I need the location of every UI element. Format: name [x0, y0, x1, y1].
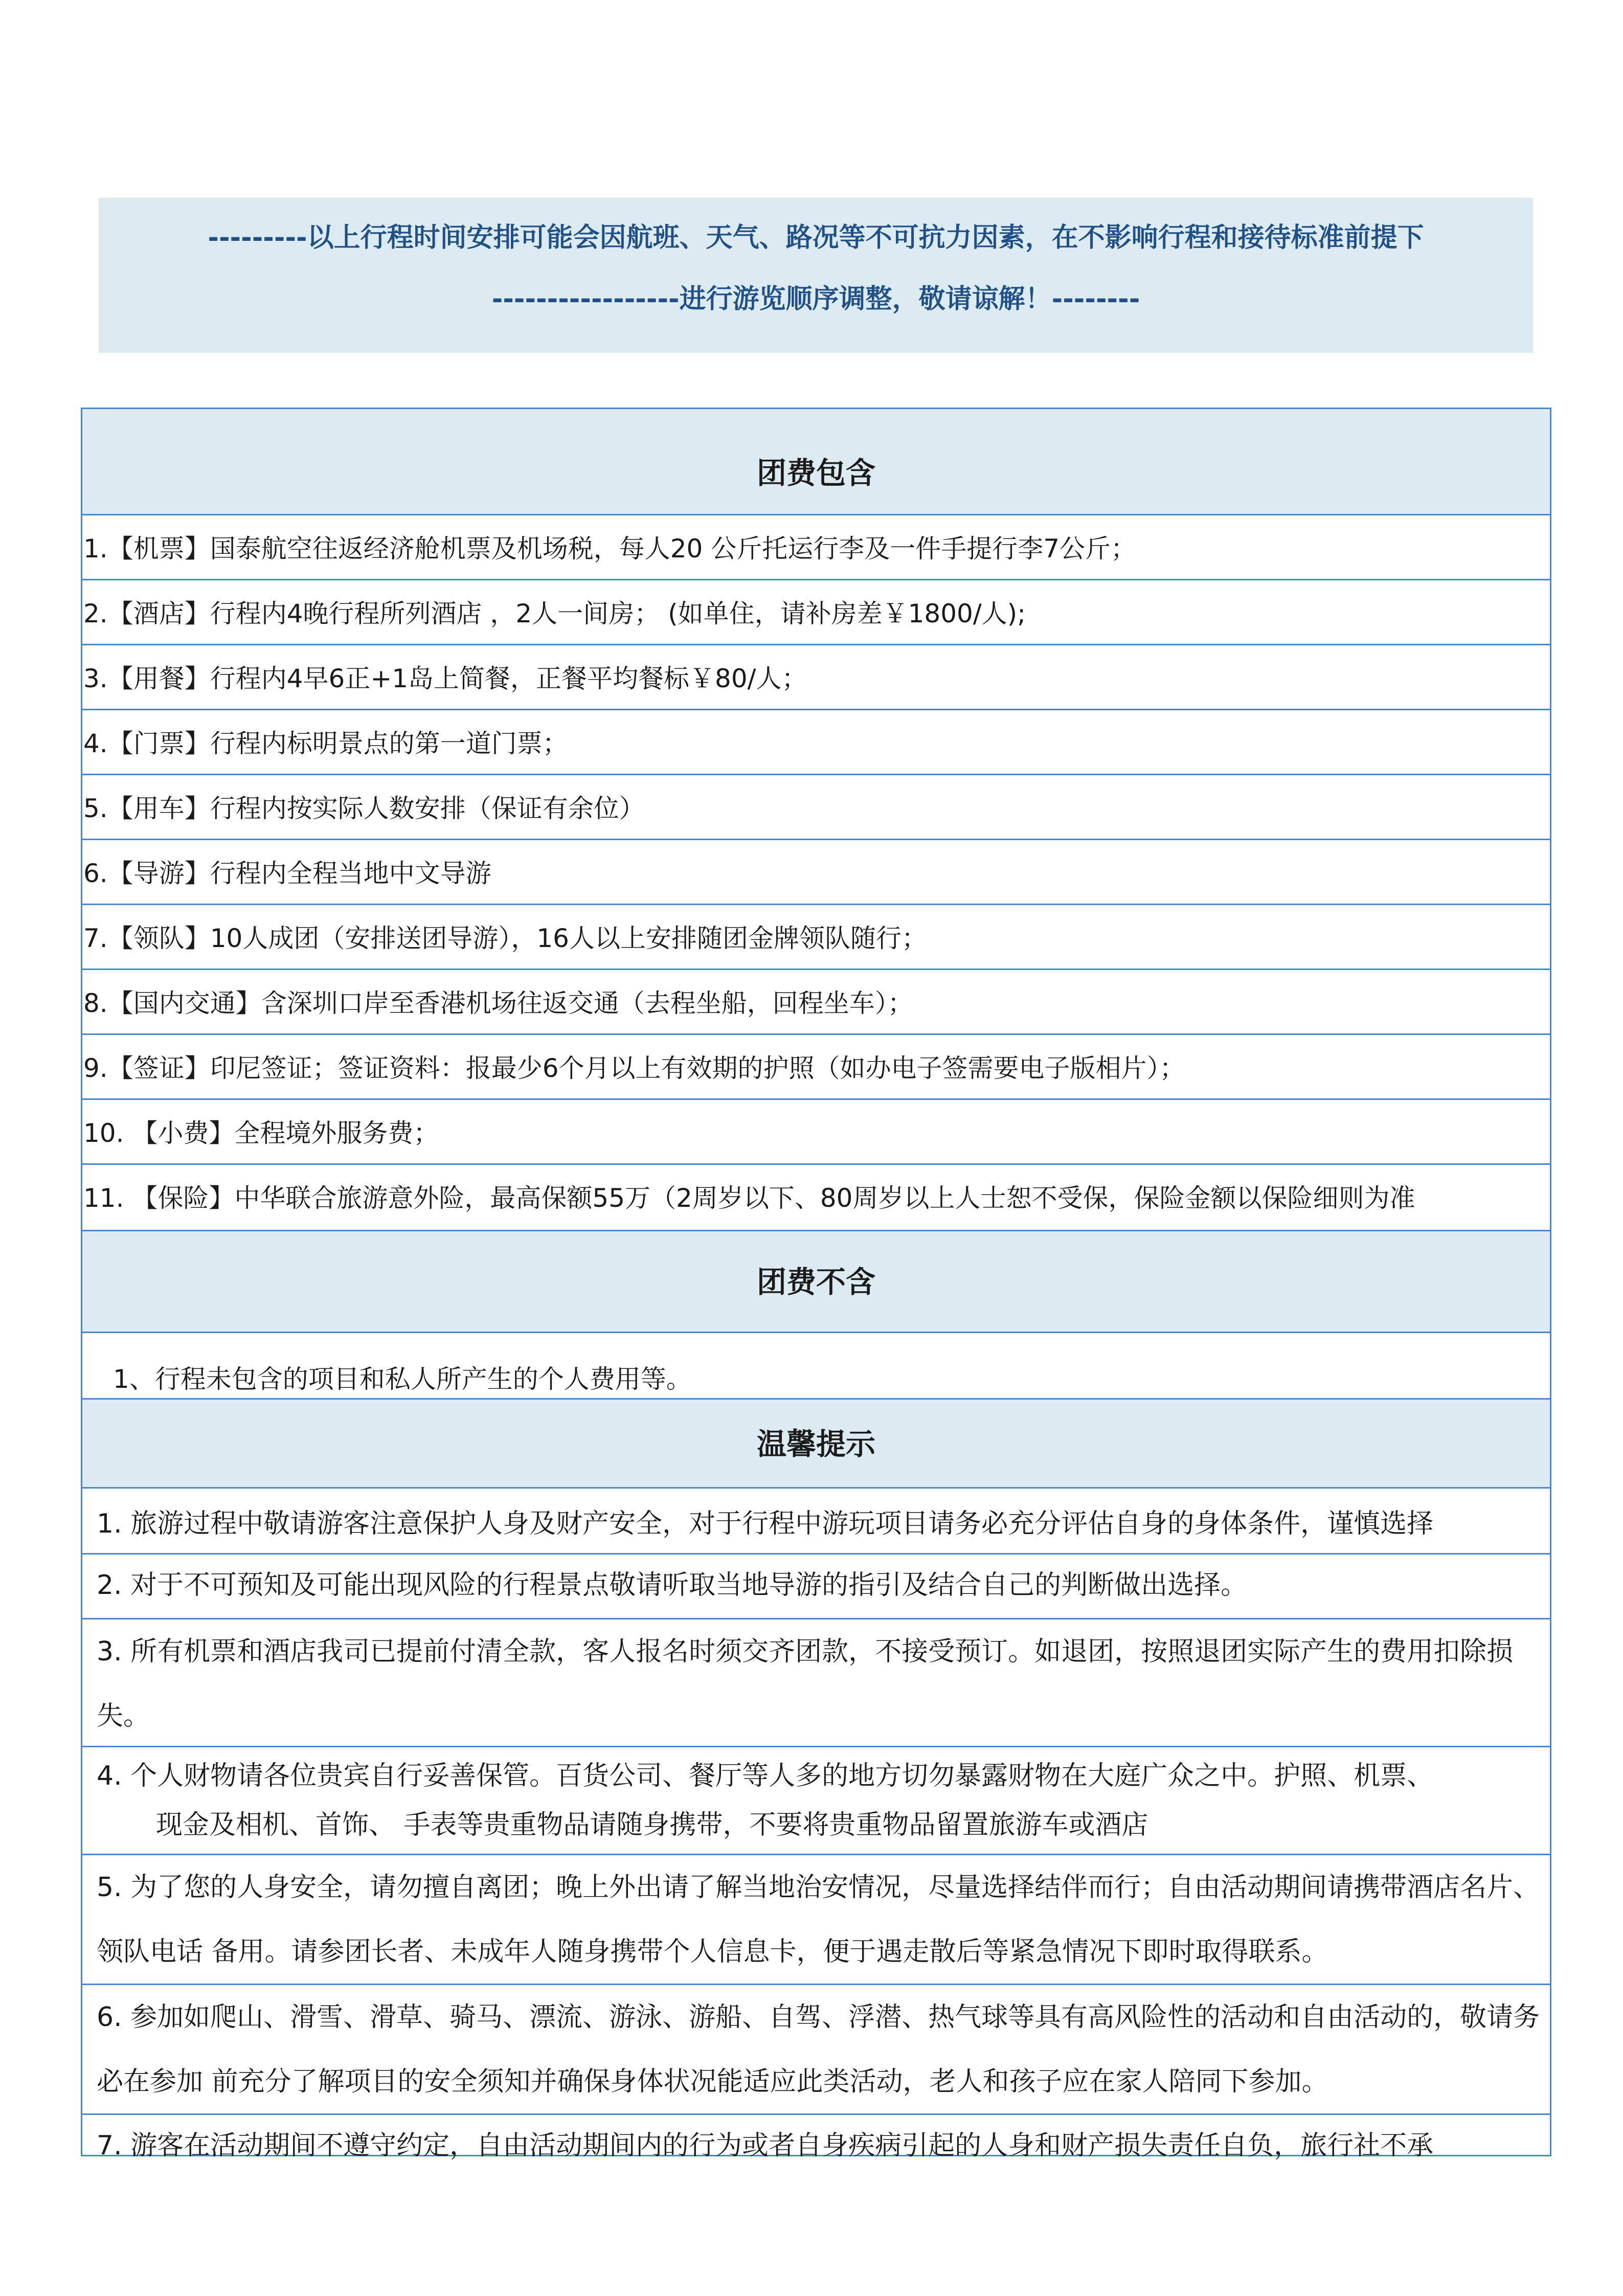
included-item: 3.【用餐】行程内4早6正+1岛上简餐，正餐平均餐标￥80/人；: [82, 645, 1550, 710]
tip-item: 3. 所有机票和酒店我司已提前付清全款，客人报名时须交齐团款，不接受预订。如退团，按照退团实际产生的费用扣除损失。: [82, 1619, 1550, 1747]
tip-item: 6. 参加如爬山、滑雪、滑草、骑马、漂流、游泳、游船、自驾、浮潜、热气球等具有高风险性的活动和自由活动的，敬请务必在参加 前充分了解项目的安全须知并确保身体状况能适应此类活动，老人和孩子应在家人陪同下参加。: [82, 1985, 1550, 2115]
fee-excluded-title: 团费不含: [82, 1231, 1550, 1333]
fee-included-title: 团费包含: [82, 409, 1550, 515]
tip-item: 5. 为了您的人身安全，请勿擅自离团；晚上外出请了解当地治安情况，尽量选择结伴而行；自由活动期间请携带酒店名片、领队电话 备用。请参团长者、未成年人随身携带个人信息卡，便于遇走散后等紧急情况下即时取得联系。: [82, 1855, 1550, 1985]
included-item: 10. 【小费】全程境外服务费；: [82, 1100, 1550, 1165]
tip-item: [82, 1747, 1550, 1855]
tips-table: [81, 1398, 1551, 2161]
included-item: 5.【用车】行程内按实际人数安排（保证有余位）: [82, 775, 1550, 840]
tip-item-line-indented: 现金及相机、首饰、 手表等贵重物品请随身携带，不要将贵重物品留置旅游车或酒店: [156, 1810, 1148, 1840]
included-item: 1.【机票】国泰航空往返经济舱机票及机场税，每人20 公斤托运行李及一件手提行李7公斤；: [82, 515, 1550, 580]
tip-item: 7. 游客在活动期间不遵守约定，自由活动期间内的行为或者自身疾病引起的人身和财产损失责任自负，旅行社不承: [97, 2130, 1434, 2161]
fee-included-table: [81, 408, 1551, 1233]
included-item: 4.【门票】行程内标明景点的第一道门票；: [82, 710, 1550, 775]
excluded-item: 1、行程未包含的项目和私人所产生的个人费用等。: [113, 1364, 692, 1394]
included-item: 7.【领队】10人成团（安排送团导游），16人以上安排随团金牌领队随行；: [82, 905, 1550, 970]
included-item: 8.【国内交通】含深圳口岸至香港机场往返交通（去程坐船，回程坐车）；: [82, 970, 1550, 1035]
tip-item: 1. 旅游过程中敬请游客注意保护人身及财产安全，对于行程中游玩项目请务必充分评估自身的身体条件，谨慎选择: [82, 1489, 1550, 1555]
tip-item-line: 4. 个人财物请各位贵宾自行妥善保管。百货公司、餐厅等人多的地方切勿暴露财物在大庭广众之中。护照、机票、: [97, 1761, 1434, 1791]
included-item: 9.【签证】印尼签证；签证资料：报最少6个月以上有效期的护照（如办电子签需要电子版相片）；: [82, 1035, 1550, 1100]
adjustment-notice: [99, 198, 1533, 353]
notice-line-2: -----------------进行游览顺序调整，敬请谅解！--------: [491, 284, 1140, 314]
tips-title: 温馨提示: [82, 1400, 1550, 1489]
notice-line-1: ---------以上行程时间安排可能会因航班、天气、路况等不可抗力因素，在不影响行程和接待标准前提下: [208, 222, 1424, 253]
tip-item: 2. 对于不可预知及可能出现风险的行程景点敬请听取当地导游的指引及结合自己的判断做出选择。: [82, 1555, 1550, 1619]
fee-excluded-table: [81, 1230, 1551, 1401]
included-item: 2.【酒店】行程内4晚行程所列酒店 ，2人一间房； (如单住，请补房差￥1800/人);: [82, 580, 1550, 645]
included-item: 11. 【保险】中华联合旅游意外险，最高保额55万（2周岁以下、80周岁以上人士恕不受保，保险金额以保险细则为准: [83, 1183, 1415, 1213]
included-item: 6.【导游】行程内全程当地中文导游: [82, 840, 1550, 905]
